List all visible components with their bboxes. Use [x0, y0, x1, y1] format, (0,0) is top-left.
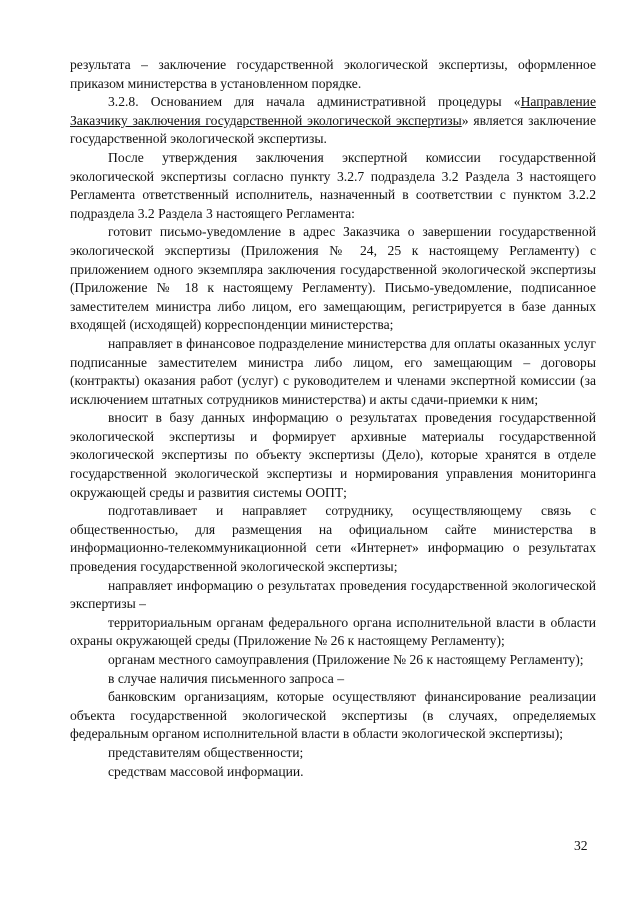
paragraph-after-approval: После утверждения заключения экспертной комиссии государственной экологической экспертизы согласно пункту 3.2.7 подраздела 3.2 Раздела 3 настоящего Регламента ответственный исполнитель, назначенный в соответствии с пунктом 3.2.2 подраздела 3.2 Раздела 3 настоящего Регламента: — [70, 149, 596, 221]
paragraph-banks: банковским организациям, которые осуществляют финансирование реализации объекта государственной экологической экспертизы (в случаях, определяемых федеральным органом исполнительной власти в области экологической экспертизы); — [70, 689, 596, 742]
paragraph-3-2-8 — [70, 93, 596, 149]
document-body — [70, 56, 596, 781]
page-number: 32 — [574, 838, 588, 853]
paragraph-enters-database: вносит в базу данных информацию о результатах проведения государственной экологической экспертизы и формирует архивные материалы государственной экологической экспертизы по объекту экспертизы (Дело), которые хранятся в отделе государственной экологической экспертизы и нормирования управления мониторинга окружающей среды и развития системы ООПТ; — [70, 410, 596, 500]
paragraph-local-government: органам местного самоуправления (Приложение № 26 к настоящему Регламенту); — [108, 652, 584, 667]
paragraph-prepares-letter: готовит письмо-уведомление в адрес Заказчика о завершении государственной экологической экспертизы (Приложения № 24, 25 к настоящему Регламенту) с приложением одного экземпляра заключения государственной экологической экспертизы (Приложение № 18 к настоящему Регламенту). Письмо-уведомление, подписанное заместителем министра либо лицом, его замещающим, регистрируется в базе данных входящей (исходящей) корреспонденции министерства; — [70, 224, 596, 333]
paragraph-prepares-publication: подготавливает и направляет сотруднику, осуществляющему связь с общественностью, для размещения на официальном сайте министерства в информационно-телекоммуникационной сети «Интернет» информацию о результатах проведения государственной экологической экспертизы; — [70, 503, 596, 575]
paragraph-result: результата – заключение государственной экологической экспертизы, оформленное приказом министерства в установленном порядке. — [70, 57, 596, 91]
paragraph-public-representatives: представителям общественности; — [108, 744, 304, 760]
paragraph-3-2-8-tail: » является заключение государственной экологической экспертизы. — [70, 112, 596, 147]
paragraph-mass-media: средствам массовой информации. — [108, 763, 304, 779]
paragraph-3-2-8-lead: 3.2.8. Основанием для начала административной процедуры « — [108, 94, 521, 110]
paragraph-sends-finance: направляет в финансовое подразделение министерства для оплаты оказанных услуг подписанные заместителем министра либо лицом, его замещающим – договоры (контракты) оказания работ (услуг) с руководителем и членами экспертной комиссии (за исключением штатных сотрудников министерства) и акты сдачи-приемки к ним; — [70, 335, 596, 407]
paragraph-written-request: в случае наличия письменного запроса – — [108, 670, 345, 686]
paragraph-territorial-bodies: территориальным органам федерального органа исполнительной власти в области охраны окружающей среды (Приложение № 26 к настоящему Регламенту); — [70, 614, 596, 649]
paragraph-sends-info: направляет информацию о результатах проведения государственной экологической экспертизы – — [70, 577, 596, 612]
procedure-title-link[interactable]: Направление Заказчику заключения государственной экологической экспертизы — [70, 94, 596, 128]
